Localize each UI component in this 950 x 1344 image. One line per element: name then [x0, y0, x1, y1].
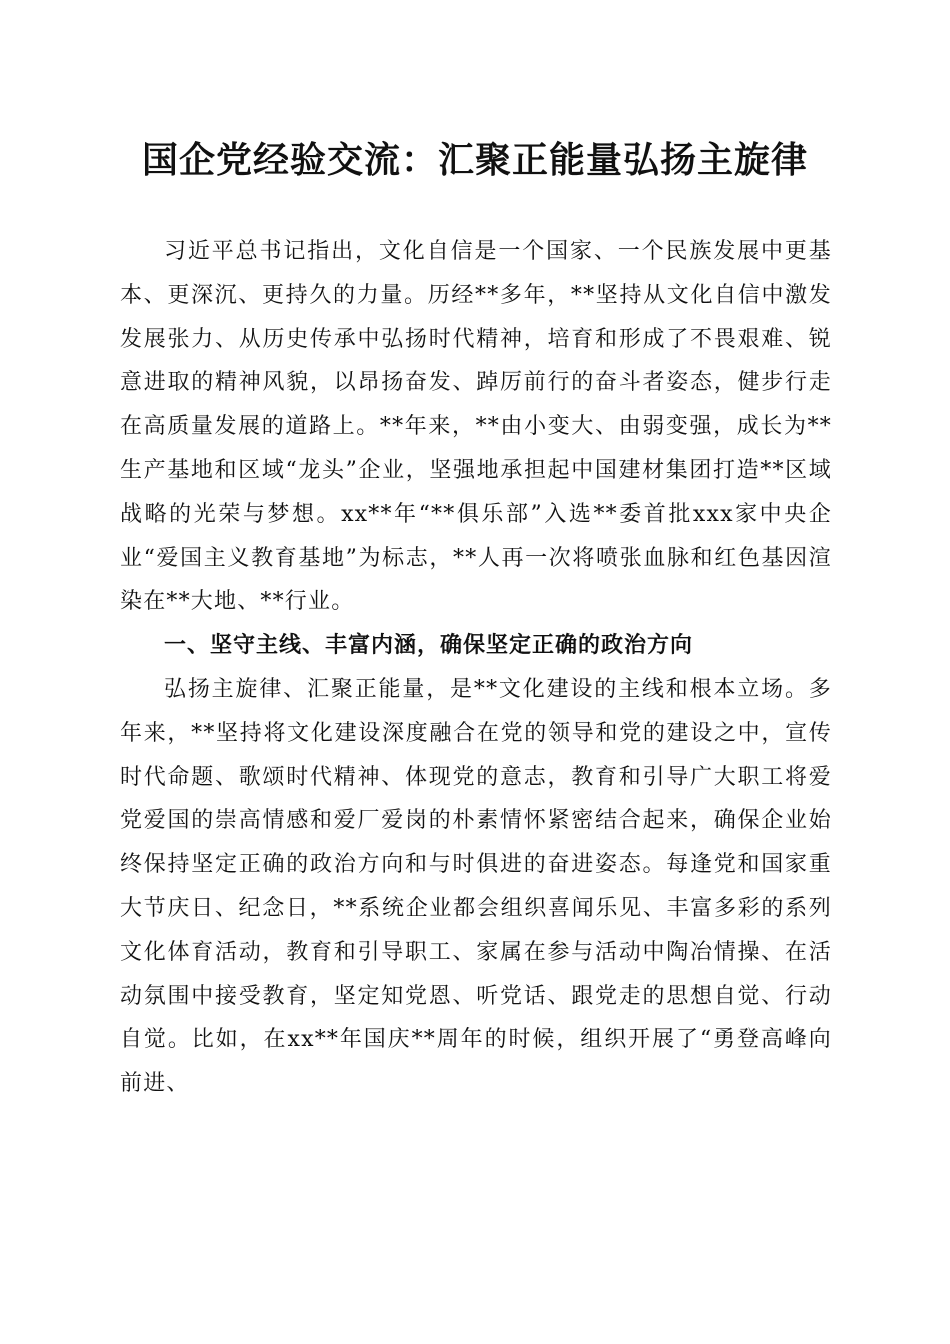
document-body: [120, 230, 832, 1106]
paragraph-section-1: 弘扬主旋律、汇聚正能量，是**文化建设的主线和根本立场。多年来，**坚持将文化建设深度融合在党的领导和党的建设之中，宣传时代命题、歌颂时代精神、体现党的意志，教育和引导广大职工将爱党爱国的崇高情感和爱厂爱岗的朴素情怀紧密结合起来，确保企业始终保持坚定正确的政治方向和与时俱进的奋进姿态。每逢党和国家重大节庆日、纪念日，**系统企业都会组织喜闻乐见、丰富多彩的系列文化体育活动，教育和引导职工、家属在参与活动中陶冶情操、在活动氛围中接受教育，坚定知党恩、听党话、跟党走的思想自觉、行动自觉。比如，在xx**年国庆**周年的时候，组织开展了“勇登高峰向前进、: [120, 676, 832, 1097]
paragraph-intro: 习近平总书记指出，文化自信是一个国家、一个民族发展中更基本、更深沉、更持久的力量。历经**多年，**坚持从文化自信中激发发展张力、从历史传承中弘扬时代精神，培育和形成了不畏艰难、锐意进取的精神风貌，以昂扬奋发、踔厉前行的奋斗者姿态，健步行走在高质量发展的道路上。**年来，**由小变大、由弱变强，成长为**生产基地和区域“龙头”企业，坚强地承担起中国建材集团打造**区域战略的光荣与梦想。xx**年“**俱乐部”入选**委首批xxx家中央企业“爱国主义教育基地”为标志，**人再一次将喷张血脉和红色基因渲染在**大地、**行业。: [120, 239, 832, 615]
section-heading-1: 一、坚守主线、丰富内涵，确保坚定正确的政治方向: [164, 633, 694, 659]
document-title: 国企党经验交流：汇聚正能量弘扬主旋律: [141, 139, 808, 181]
